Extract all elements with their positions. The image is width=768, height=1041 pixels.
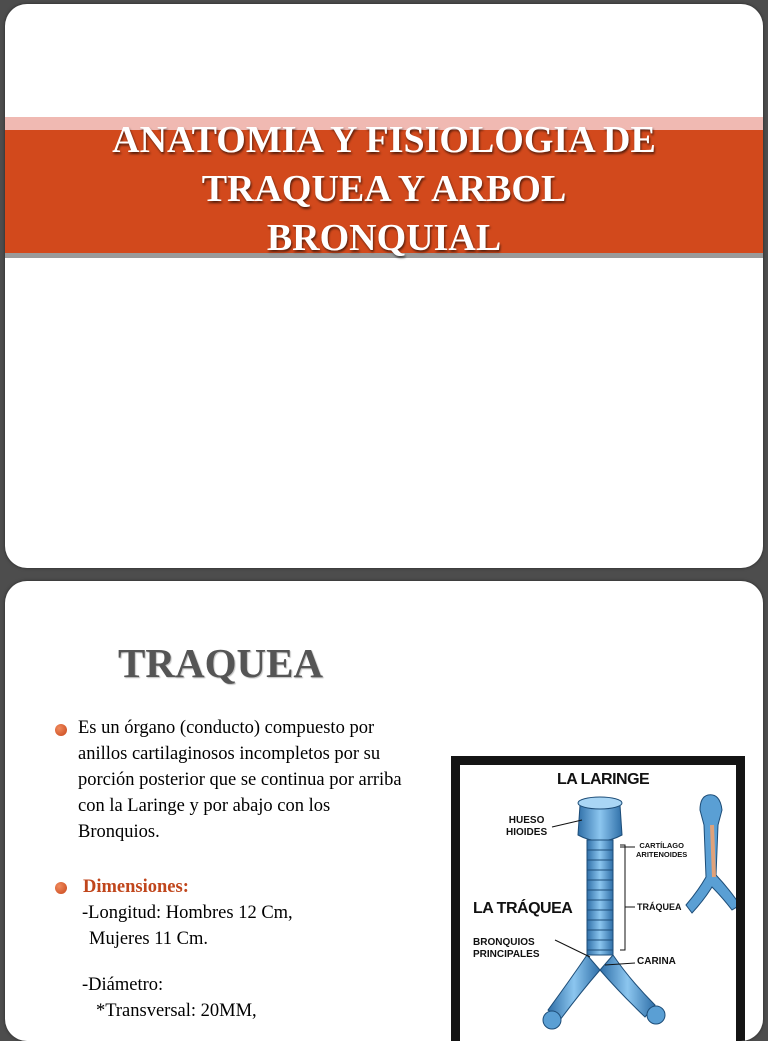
slide-heading: TRAQUEA (118, 640, 324, 686)
label-hyoid-line: HIOIDES (506, 827, 548, 838)
label-hyoid (506, 815, 547, 839)
paragraph (78, 715, 402, 845)
label-bronchi-line: BRONQUIOS (473, 937, 535, 948)
paragraph-line: porción posterior que se continua por arriba (78, 770, 402, 790)
paragraph-line: Es un órgano (conducto) compuesto por (78, 718, 375, 738)
dimension-line: -Longitud: Hombres 12 Cm, (82, 903, 293, 923)
dimensions-label: Dimensiones: (83, 877, 189, 897)
dimension-line: Mujeres 11 Cm. (89, 929, 209, 949)
title-line: BRONQUIAL (266, 217, 502, 259)
illustration-canvas (460, 765, 736, 1041)
label-trachea: LA TRÁQUEA (473, 900, 573, 917)
slide-title (45, 116, 723, 263)
dimension-line: -Diámetro: (82, 975, 164, 995)
side-view-trachea (686, 795, 736, 913)
dimensions-block (78, 874, 293, 1024)
paragraph-line: con la Laringe y por abajo con los (78, 796, 331, 816)
title-line: TRAQUEA Y ARBOL (201, 168, 567, 210)
trachea-shape (587, 840, 613, 955)
title-line: ANATOMIA Y FISIOLOGIA DE (112, 119, 656, 161)
label-carina: CARINA (637, 956, 676, 967)
bullet-icon (55, 724, 67, 736)
bronchiole-shape (647, 1006, 665, 1024)
content-slide (5, 581, 763, 1041)
title-slide (5, 4, 763, 568)
label-hyoid-line: HUESO (508, 815, 545, 826)
hyoid-shape (578, 797, 622, 809)
left-bronchus-shape (548, 955, 600, 1020)
trachea-illustration (451, 756, 745, 1041)
label-cartilage (636, 841, 687, 859)
label-trachea-small: TRÁQUEA (637, 902, 682, 912)
label-cartilage-line: ARITENOIDES (636, 850, 688, 859)
label-cartilage-line: CARTÍLAGO (639, 841, 684, 850)
bullet-icon (55, 882, 67, 894)
paragraph-line: anillos cartilaginosos incompletos por su (78, 744, 381, 764)
paragraph-line: Bronquios. (78, 822, 160, 842)
label-larynx: LA LARINGE (557, 771, 650, 788)
dimension-line: *Transversal: 20MM, (96, 1001, 257, 1021)
label-bronchi-line: PRINCIPALES (473, 949, 540, 960)
bronchiole-shape (543, 1011, 561, 1029)
esophagus-shape (712, 825, 714, 877)
label-bronchi (473, 937, 540, 961)
